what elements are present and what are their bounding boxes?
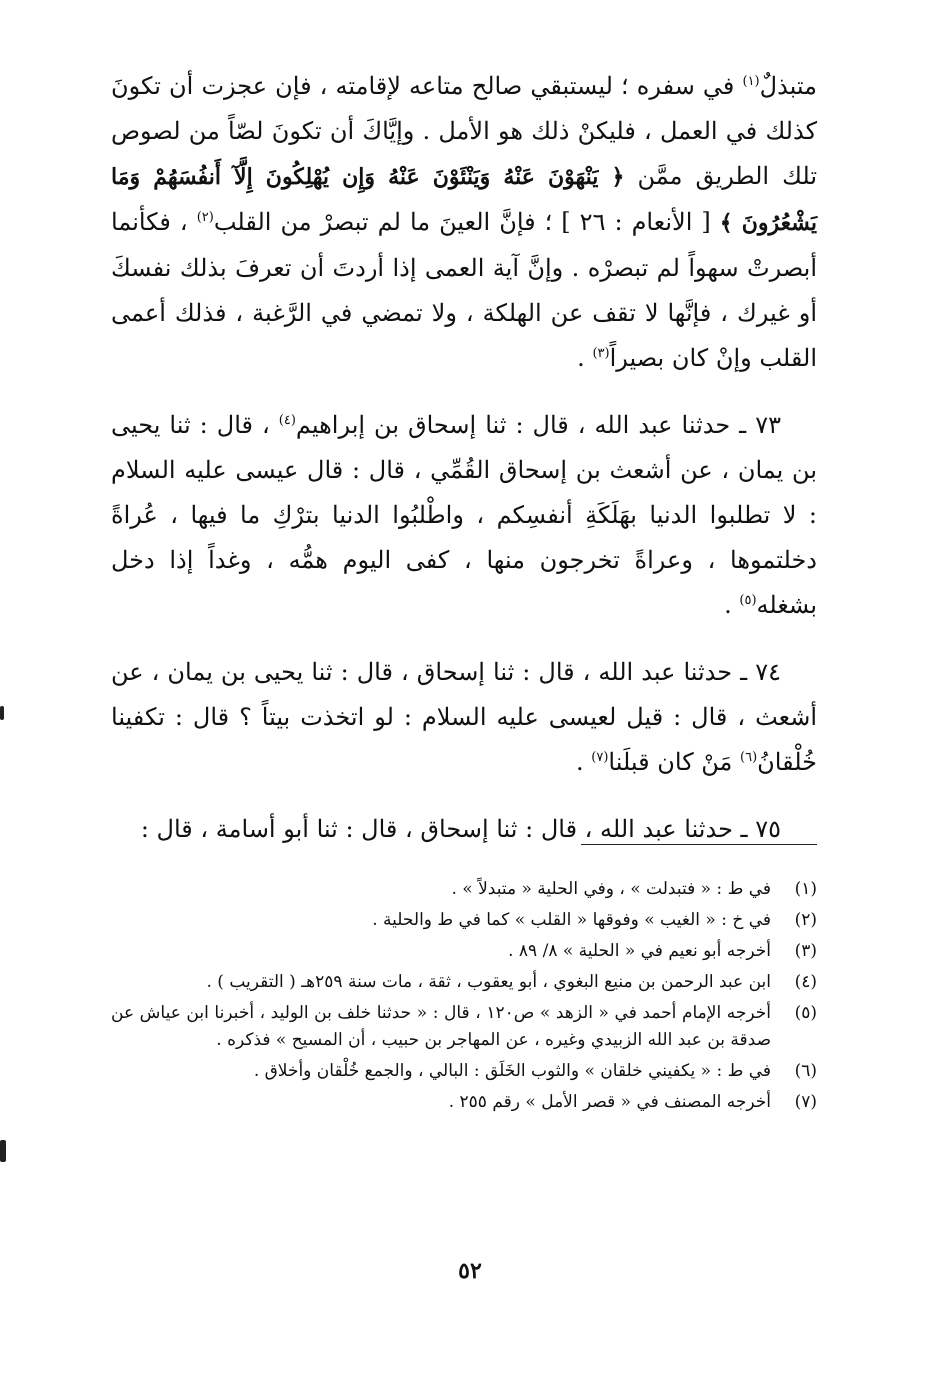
footnotes (111, 876, 817, 1120)
scan-edge-mark (0, 706, 4, 720)
footnote-ref-5[interactable]: (٥) (739, 593, 757, 608)
footnote-ref-7[interactable]: (٧) (591, 750, 609, 765)
footnote-separator (581, 844, 817, 845)
footnote-ref-3[interactable]: (٣) (592, 346, 610, 361)
footnote-1: (١) في ط : « فتبدلت » ، وفي الحلية « متبدلاً » . (451, 879, 817, 899)
footnote-5: (٥) أخرجه الإمام أحمد في « الزهد » ص١٢٠ ، قال : « حدثنا خلف بن الوليد ، أخبرنا ابن عياش عن صدقة بن عبد الله الزبيدي وغيره ، عن المهاجر بن حبيب ، أن المسيح » فذكره . (111, 1003, 817, 1050)
paragraph-73: ٧٣ ـ حدثنا عبد الله ، قال : ثنا إسحاق بن إبراهيم$^{(٤)}$ ، قال : ثنا يحيى بن يمان ، عن أشعث بن إسحاق القُمِّي ، قال : قال عيسى عليه السلام : لا تطلبوا الدنيا بهَلَكَةِ أنفسِكم ، واطْلبُوا الدنيا بترْكِ ما فيها ، عُراةً دخلتموها ، وعراةً تخرجون منها ، كفى اليوم همُّه ، وغداً إذا دخل بشغله$^{(٥)}$ . (111, 411, 817, 619)
paragraph-75: ٧٥ ـ حدثنا عبد الله ، قال : ثنا إسحاق ، قال : ثنا أبو أسامة ، قال : (140, 815, 781, 843)
footnote-ref-4[interactable]: (٤) (278, 413, 296, 428)
footnote-2: (٢) في خ : « الغيب » وفوقها « القلب » كما في ط والحلية . (372, 910, 817, 930)
page-number: ٥٢ (458, 1258, 482, 1284)
footnote-4: (٤) ابن عبد الرحمن بن منيع البغوي ، أبو يعقوب ، ثقة ، مات سنة ٢٥٩هـ ( التقريب ) . (206, 972, 817, 992)
footnote-7: (٧) أخرجه المصنف في « قصر الأمل » رقم ٢٥٥ . (448, 1092, 817, 1112)
quran-verse: ﴿ يَنْهَوْنَ عَنْهُ وَيَنْئَوْنَ عَنْهُ وَإِن يُهْلِكُونَ إِلَّآ أَنفُسَهُمْ وَمَا يَشْعُرُونَ ﴾ (111, 164, 817, 236)
footnote-6: (٦) في ط : « يكفيني خلقان » والثوب الخَلَق : البالي ، والجمع خُلْقان وأخلاق . (253, 1061, 817, 1081)
scan-edge-mark (0, 1140, 6, 1162)
footnote-ref-2[interactable]: (٢) (196, 210, 214, 225)
footnote-3: (٣) أخرجه أبو نعيم في « الحلية » ٨/ ٨٩ . (508, 941, 817, 961)
footnote-ref-6[interactable]: (٦) (740, 750, 758, 765)
main-text (111, 64, 817, 874)
paragraph-74: ٧٤ ـ حدثنا عبد الله ، قال : ثنا إسحاق ، قال : ثنا يحيى بن يمان ، عن أشعث ، قال : قيل لعيسى عليه السلام : لو اتخذت بيتاً ؟ قال : تكفينا خُلْقانُ$^{(٦)}$ مَنْ كان قبلَنا$^{(٧)}$ . (111, 658, 817, 776)
footnote-ref-1[interactable]: (١) (742, 74, 760, 89)
paragraph-continuation: متبذلٌ$^{(١)}$ في سفره ؛ ليستبقي صالح متاعه لإقامته ، فإن عجزت أن تكونَ كذلك في العمل ، فليكنْ ذلك هو الأمل . وإيَّاكَ أن تكونَ لصّاً من لصوص تلك الطريق ممَّن ﴿ يَنْهَوْنَ عَنْهُ وَيَنْئَوْنَ عَنْهُ وَإِن يُهْلِكُونَ إِلَّآ أَنفُسَهُمْ وَمَا يَشْعُرُونَ ﴾ [ الأنعام : ٢٦ ] ؛ فإنَّ العينَ ما لم تبصرْ من القلب$^{(٢)}$ ، فكأنما أبصرتْ سهواً لم تبصرْه . وإنَّ آية العمى إذا أردتَ أن تعرفَ بذلك نفسكَ أو غيرك ، فإنَّها لا تقف عن الهلكة ، ولا تمضي في الرَّغبة ، فذلك أعمى القلب وإنْ كان بصيراً$^{(٣)}$ . (111, 72, 818, 372)
